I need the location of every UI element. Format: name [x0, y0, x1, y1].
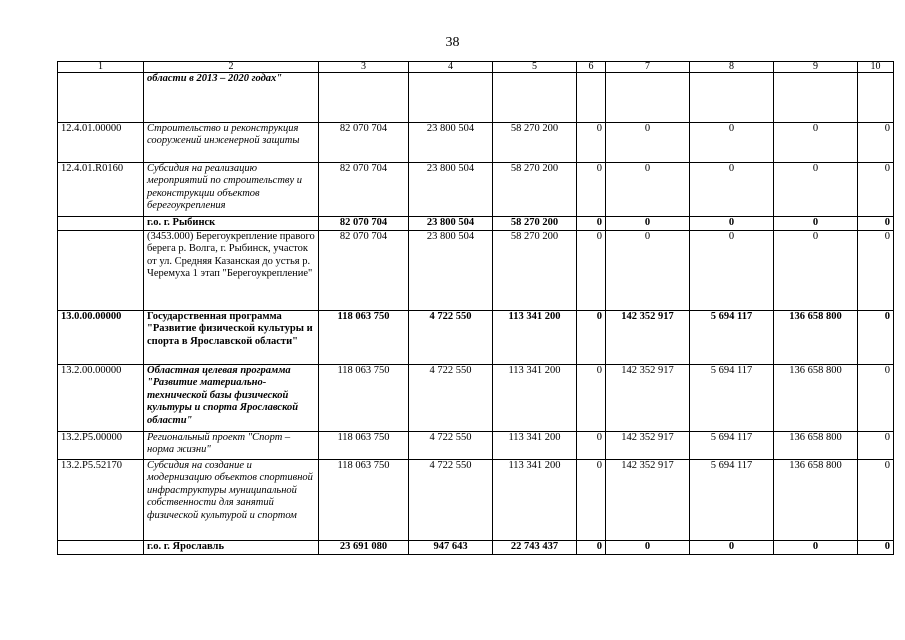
column-number: 10	[858, 62, 894, 73]
col6-value: 0	[577, 432, 606, 460]
col3-value	[319, 73, 409, 123]
column-number: 3	[319, 62, 409, 73]
description-cell: Государственная программа "Развитие физической культуры и спорта в Ярославской области"	[144, 311, 319, 365]
col3-value: 82 070 704	[319, 217, 409, 231]
col6-value: 0	[577, 123, 606, 163]
table-row	[58, 217, 894, 231]
code-cell	[58, 541, 144, 555]
col9-value: 0	[774, 123, 858, 163]
description-cell: Субсидия на создание и модернизацию объектов спортивной инфраструктуры муниципальной собственности для занятий физической культурой и спортом	[144, 460, 319, 541]
description-cell: (3453.000) Берегоукрепление правого берега р. Волга, г. Рыбинск, участок от ул. Средняя Казанская до устья р. Черемуха 1 этап "Берегоукрепление"	[144, 231, 319, 311]
col7-value: 142 352 917	[606, 365, 690, 432]
col6-value: 0	[577, 541, 606, 555]
col9-value: 0	[774, 163, 858, 217]
col5-value: 113 341 200	[493, 460, 577, 541]
column-number: 7	[606, 62, 690, 73]
code-cell	[58, 73, 144, 123]
col3-value: 118 063 750	[319, 460, 409, 541]
col5-value	[493, 73, 577, 123]
col9-value: 0	[774, 231, 858, 311]
column-number: 2	[144, 62, 319, 73]
col5-value: 58 270 200	[493, 231, 577, 311]
col3-value: 118 063 750	[319, 311, 409, 365]
col3-value: 82 070 704	[319, 163, 409, 217]
col8-value: 0	[690, 217, 774, 231]
code-cell: 12.4.01.00000	[58, 123, 144, 163]
col8-value: 5 694 117	[690, 365, 774, 432]
col10-value: 0	[858, 217, 894, 231]
table-row	[58, 73, 894, 123]
col5-value: 58 270 200	[493, 217, 577, 231]
col6-value	[577, 73, 606, 123]
budget-table	[57, 61, 894, 555]
col6-value: 0	[577, 365, 606, 432]
table-row	[58, 231, 894, 311]
col5-value: 113 341 200	[493, 432, 577, 460]
col3-value: 23 691 080	[319, 541, 409, 555]
col4-value: 4 722 550	[409, 365, 493, 432]
description-cell: области в 2013 – 2020 годах"	[144, 73, 319, 123]
col10-value: 0	[858, 231, 894, 311]
col4-value	[409, 73, 493, 123]
code-cell: 12.4.01.R0160	[58, 163, 144, 217]
col10-value	[858, 73, 894, 123]
code-cell: 13.0.00.00000	[58, 311, 144, 365]
col10-value: 0	[858, 123, 894, 163]
col3-value: 82 070 704	[319, 231, 409, 311]
description-cell: Строительство и реконструкция сооружений инженерной защиты	[144, 123, 319, 163]
col3-value: 82 070 704	[319, 123, 409, 163]
col8-value: 5 694 117	[690, 432, 774, 460]
col10-value: 0	[858, 541, 894, 555]
column-number: 6	[577, 62, 606, 73]
col7-value: 142 352 917	[606, 460, 690, 541]
col7-value: 0	[606, 163, 690, 217]
code-cell: 13.2.Р5.00000	[58, 432, 144, 460]
col3-value: 118 063 750	[319, 365, 409, 432]
col7-value: 142 352 917	[606, 432, 690, 460]
col7-value: 0	[606, 217, 690, 231]
page-number: 38	[445, 35, 460, 50]
col3-value: 118 063 750	[319, 432, 409, 460]
description-cell: Областная целевая программа "Развитие материально-технической базы физической культуры и спорта Ярославской области"	[144, 365, 319, 432]
col8-value: 0	[690, 123, 774, 163]
col9-value	[774, 73, 858, 123]
col8-value: 5 694 117	[690, 460, 774, 541]
table-row	[58, 541, 894, 555]
col6-value: 0	[577, 311, 606, 365]
col5-value: 58 270 200	[493, 123, 577, 163]
col7-value: 0	[606, 123, 690, 163]
col10-value: 0	[858, 311, 894, 365]
table-row	[58, 123, 894, 163]
column-number: 8	[690, 62, 774, 73]
table-row	[58, 460, 894, 541]
column-number-row	[58, 62, 894, 73]
col7-value: 0	[606, 231, 690, 311]
col7-value: 0	[606, 541, 690, 555]
col8-value	[690, 73, 774, 123]
col9-value: 136 658 800	[774, 432, 858, 460]
col9-value: 0	[774, 217, 858, 231]
col9-value: 136 658 800	[774, 311, 858, 365]
table-body	[58, 62, 894, 555]
col10-value: 0	[858, 460, 894, 541]
col10-value: 0	[858, 163, 894, 217]
code-cell: 13.2.00.00000	[58, 365, 144, 432]
description-cell: Субсидия на реализацию мероприятий по строительству и реконструкции объектов берегоукрепления	[144, 163, 319, 217]
description-cell: г.о. г. Ярославль	[144, 541, 319, 555]
col5-value: 22 743 437	[493, 541, 577, 555]
description-cell: г.о. г. Рыбинск	[144, 217, 319, 231]
col5-value: 113 341 200	[493, 311, 577, 365]
description-cell: Региональный проект "Спорт – норма жизни"	[144, 432, 319, 460]
col9-value: 136 658 800	[774, 365, 858, 432]
col10-value: 0	[858, 365, 894, 432]
col8-value: 0	[690, 231, 774, 311]
code-cell	[58, 217, 144, 231]
col10-value: 0	[858, 432, 894, 460]
column-number: 4	[409, 62, 493, 73]
col5-value: 113 341 200	[493, 365, 577, 432]
table-row	[58, 432, 894, 460]
col7-value	[606, 73, 690, 123]
col6-value: 0	[577, 163, 606, 217]
table-row	[58, 163, 894, 217]
table-row	[58, 365, 894, 432]
col8-value: 5 694 117	[690, 311, 774, 365]
col6-value: 0	[577, 231, 606, 311]
code-cell	[58, 231, 144, 311]
col7-value: 142 352 917	[606, 311, 690, 365]
col8-value: 0	[690, 541, 774, 555]
col4-value: 23 800 504	[409, 217, 493, 231]
column-number: 9	[774, 62, 858, 73]
code-cell: 13.2.Р5.52170	[58, 460, 144, 541]
column-number: 5	[493, 62, 577, 73]
col4-value: 23 800 504	[409, 123, 493, 163]
col4-value: 4 722 550	[409, 460, 493, 541]
column-number: 1	[58, 62, 144, 73]
table-row	[58, 311, 894, 365]
col5-value: 58 270 200	[493, 163, 577, 217]
col6-value: 0	[577, 217, 606, 231]
col4-value: 23 800 504	[409, 163, 493, 217]
col9-value: 0	[774, 541, 858, 555]
col8-value: 0	[690, 163, 774, 217]
col4-value: 23 800 504	[409, 231, 493, 311]
col6-value: 0	[577, 460, 606, 541]
col9-value: 136 658 800	[774, 460, 858, 541]
col4-value: 947 643	[409, 541, 493, 555]
col4-value: 4 722 550	[409, 311, 493, 365]
col4-value: 4 722 550	[409, 432, 493, 460]
